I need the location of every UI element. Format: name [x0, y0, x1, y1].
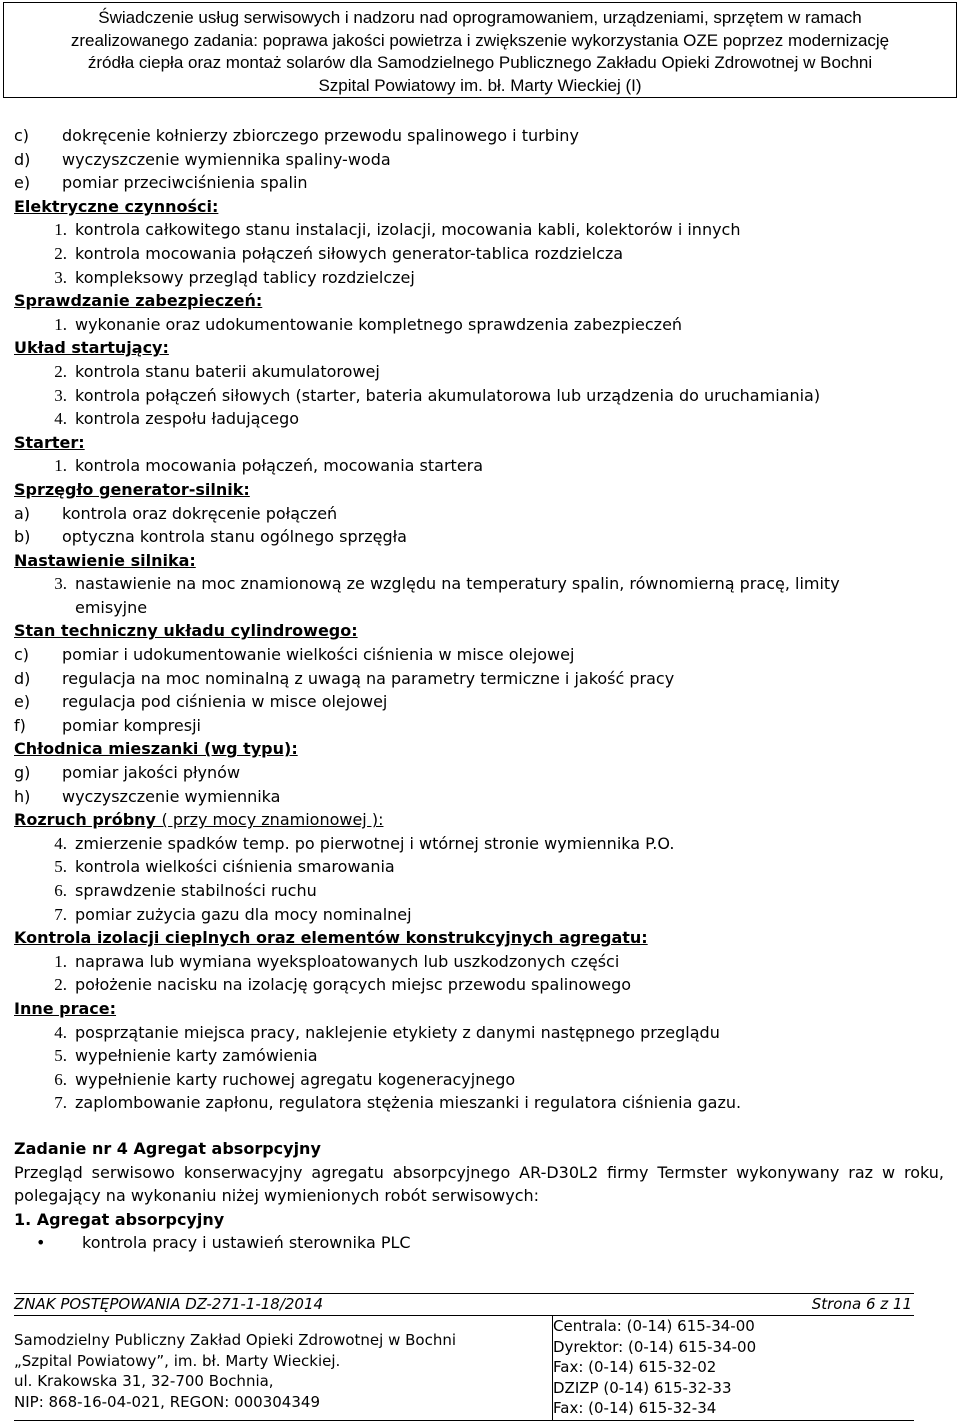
list-item: 5. wypełnienie karty zamówienia: [54, 1046, 318, 1066]
list-item: a) kontrola oraz dokręcenie połączeń: [14, 503, 338, 523]
section-heading: Inne prace:: [14, 998, 117, 1018]
list-item: h) wyczyszczenie wymiennika: [14, 786, 281, 806]
list-item: 1. wykonanie oraz udokumentowanie kompletnego sprawdzenia zabezpieczeń: [54, 314, 683, 334]
list-item: e) regulacja pod ciśnienia w misce olejowej: [14, 692, 388, 712]
list-item: 4. zmierzenie spadków temp. po pierwotnej i wtórnej stronie wymiennika P.O.: [54, 833, 675, 853]
list-item: d) wyczyszczenie wymiennika spaliny-woda: [14, 149, 391, 169]
list-item: 7. zaplombowanie zapłonu, regulatora stężenia mieszanki i regulatora ciśnienia gazu.: [54, 1093, 742, 1113]
section-heading: Chłodnica mieszanki (wg typu):: [14, 739, 298, 759]
list-block: [14, 502, 950, 549]
list-block: [14, 313, 950, 337]
footer-contact-line: Centrala: (0-14) 615-34-00: [553, 1317, 755, 1335]
document-body: [14, 124, 950, 1255]
section-heading: Stan techniczny układu cylindrowego:: [14, 621, 358, 641]
list-item: c) dokręcenie kołnierzy zbiorczego przewodu spalinowego i turbiny: [14, 126, 579, 145]
list-item: 3. kompleksowy przegląd tablicy rozdzielczej: [54, 267, 415, 287]
list-item: c) pomiar i udokumentowanie wielkości ciśnienia w misce olejowej: [14, 645, 575, 665]
list-block: [14, 454, 950, 478]
footer-contact-line: Dyrektor: (0-14) 615-34-00: [553, 1337, 757, 1356]
list-item: 2. kontrola stanu baterii akumulatorowej: [54, 361, 380, 381]
page-number: Strona 6 z 11: [811, 1295, 912, 1313]
list-item: 7. pomiar zużycia gazu dla mocy nominalnej: [54, 904, 412, 924]
section-heading: Sprzęgło generator-silnik:: [14, 479, 250, 499]
spacer: [14, 1115, 950, 1137]
list-item: 3. kontrola połączeń siłowych (starter, bateria akumulatorowa lub urządzenia do uruchamiania): [54, 385, 821, 405]
subsection-title: 1. Agregat absorpcyjny: [14, 1209, 225, 1229]
list-block: [14, 124, 950, 195]
list-block: [14, 360, 950, 431]
footer-address-line: NIP: 868-16-04-021, REGON: 000304349: [14, 1392, 320, 1411]
list-item: 3. nastawienie na moc znamionową ze względu na temperatury spalin, równomierną pracę, limity: [54, 574, 840, 594]
list-block: [14, 218, 950, 289]
section-heading: Starter:: [14, 432, 85, 452]
task-description: Przegląd serwisowo konserwacyjny agregatu absorpcyjnego AR-D30L2 firmy Termster wykonywany raz w roku, polegający na wykonaniu niżej wymienionych robót serwisowych:: [14, 1162, 944, 1206]
list-item: 1. naprawa lub wymiana wyeksploatowanych lub uszkodzonych części: [54, 951, 620, 971]
footer-address-line: ul. Krakowska 31, 32-700 Bochnia,: [14, 1372, 274, 1391]
list-item: 2. kontrola mocowania połączeń siłowych generator-tablica rozdzielcza: [54, 243, 624, 263]
list-item: 6. sprawdzenie stabilności ruchu: [54, 881, 317, 900]
task-title: Zadanie nr 4 Agregat absorpcyjny: [14, 1138, 321, 1158]
list-block: [14, 761, 950, 808]
header-line: zrealizowanego zadania: poprawa jakości powietrza i zwiększenie wykorzystania OZE poprzez modernizację: [70, 30, 890, 50]
list-item: d) regulacja na moc nominalną z uwagą na parametry termiczne i jakość pracy: [14, 668, 675, 688]
document-header: [3, 2, 957, 98]
list-item: 4. posprzątanie miejsca pracy, naklejenie etykiety z danymi następnego przeglądu: [54, 1022, 720, 1042]
section-heading-note: ( przy mocy znamionowej ):: [161, 810, 384, 830]
footer-contact-line: Fax: (0-14) 615-32-34: [553, 1399, 717, 1418]
section-heading: Układ startujący:: [14, 338, 169, 358]
case-reference: ZNAK POSTĘPOWANIA DZ-271-1-18/2014: [14, 1295, 324, 1313]
footer-contacts: [552, 1316, 756, 1420]
section-heading: [14, 808, 950, 832]
footer-contact-line: DZIZP (0-14) 615-32-33: [553, 1378, 732, 1397]
list-item: 1. kontrola mocowania połączeń, mocowania startera: [54, 456, 484, 476]
list-item: 4. kontrola zespołu ładującego: [54, 409, 300, 429]
footer-contact-line: Fax: (0-14) 615-32-02: [553, 1358, 717, 1377]
section-heading: Elektryczne czynności:: [14, 196, 219, 216]
list-item: e) pomiar przeciwciśnienia spalin: [14, 173, 308, 193]
list-block: [14, 643, 950, 737]
bullet-icon: •: [36, 1233, 46, 1253]
list-block: [14, 572, 950, 619]
header-line: Szpital Powiatowy im. bł. Marty Wieckiej (I): [318, 75, 642, 95]
list-item: f) pomiar kompresji: [14, 715, 201, 735]
section-heading: Kontrola izolacji cieplnych oraz elementów konstrukcyjnych agregatu:: [14, 928, 648, 948]
section-heading: Nastawienie silnika:: [14, 550, 196, 570]
list-block: [14, 950, 950, 997]
list-item: b) optyczna kontrola stanu ogólnego sprzęgła: [14, 527, 407, 547]
list-block: [14, 1021, 950, 1115]
list-block: [14, 832, 950, 926]
list-item: 5. kontrola wielkości ciśnienia smarowania: [54, 857, 395, 877]
section-heading-text: Rozruch próbny: [14, 810, 162, 830]
list-item: 6. wypełnienie karty ruchowej agregatu kogeneracyjnego: [54, 1069, 516, 1089]
list-item-continuation: emisyjne: [75, 597, 148, 617]
list-item: • kontrola pracy i ustawień sterownika PLC: [14, 1231, 950, 1255]
footer-address-line: „Szpital Powiatowy”, im. bł. Marty Wieckiej.: [14, 1351, 341, 1370]
footer-address-line: Samodzielny Publiczny Zakład Opieki Zdrowotnej w Bochni: [14, 1331, 457, 1349]
document-footer: [14, 1293, 914, 1421]
list-item: 1. kontrola całkowitego stanu instalacji, izolacji, mocowania kabli, kolektorów i innych: [54, 220, 741, 240]
header-line: Świadczenie usług serwisowych i nadzoru nad oprogramowaniem, urządzeniami, sprzętem w ramach: [98, 8, 862, 27]
list-item: g) pomiar jakości płynów: [14, 763, 241, 783]
header-line: źródła ciepła oraz montaż solarów dla Samodzielnego Publicznego Zakładu Opieki Zdrowotnej w Bochni: [87, 53, 873, 72]
footer-reference-row: [14, 1294, 914, 1316]
section-heading: Sprawdzanie zabezpieczeń:: [14, 291, 263, 311]
footer-address: [14, 1330, 456, 1412]
list-item: 2. położenie nacisku na izolację gorących miejsc przewodu spalinowego: [54, 975, 632, 995]
